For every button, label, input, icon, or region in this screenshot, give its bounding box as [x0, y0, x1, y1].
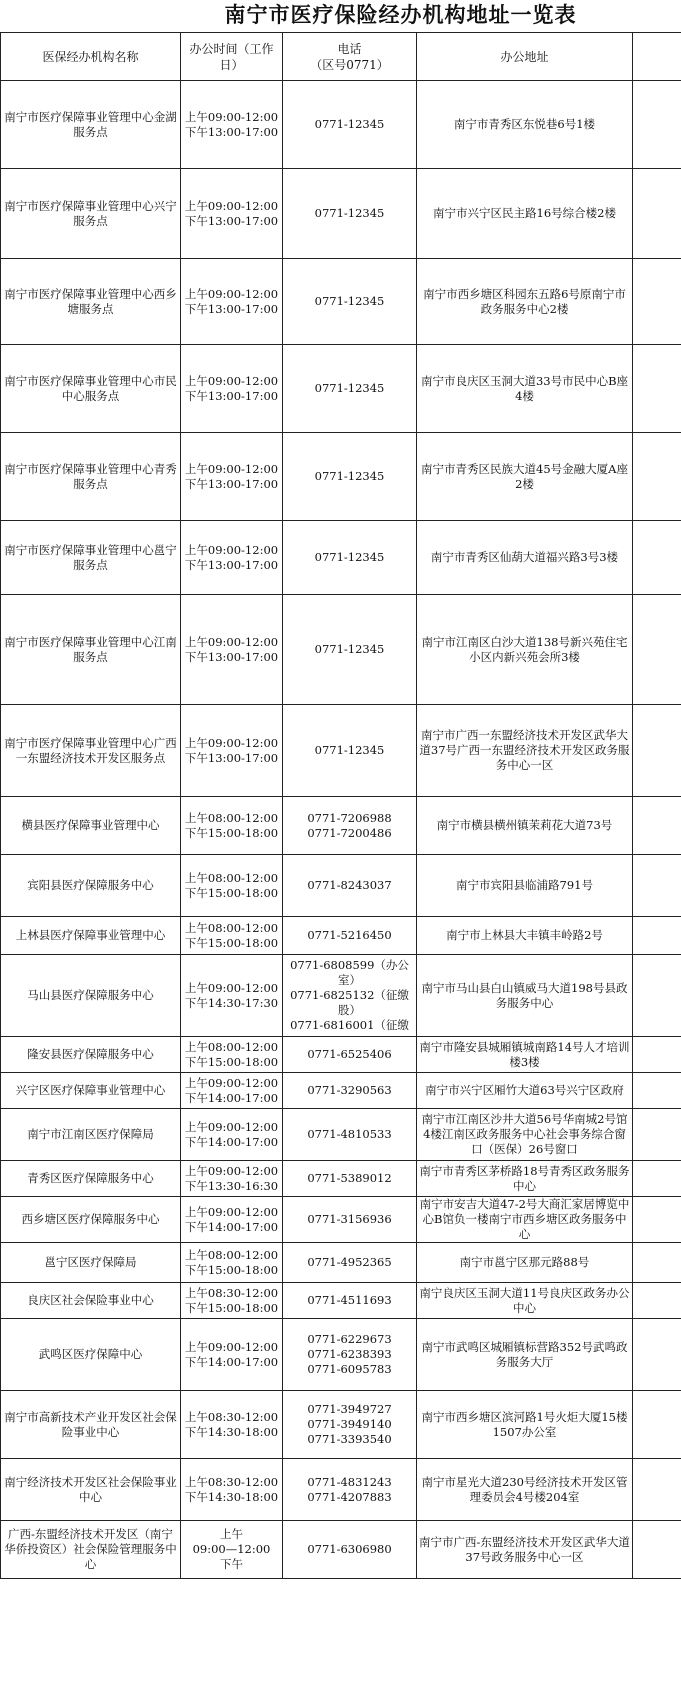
cell-hours: 上午09:00-12:00 下午13:30-16:30	[181, 1161, 283, 1197]
table-row	[1, 917, 681, 955]
cell-hours: 上午09:00-12:00 下午14:00-17:00	[181, 1073, 283, 1109]
table-row	[1, 855, 681, 917]
table-row	[1, 797, 681, 855]
cell-name: 宾阳县医疗保障服务中心	[1, 855, 181, 917]
cell-address: 南宁市青秀区茅桥路18号青秀区政务服务中心	[417, 1161, 633, 1197]
table-row	[1, 1073, 681, 1109]
cell-phone: 0771-3949727 0771-3949140 0771-3393540	[283, 1391, 417, 1459]
cell-hours: 上午09:00-12:00 下午13:00-17:00	[181, 595, 283, 705]
cell-name: 马山县医疗保障服务中心	[1, 955, 181, 1037]
cell-extra	[633, 81, 681, 169]
cell-address: 南宁市马山县白山镇威马大道198号县政务服务中心	[417, 955, 633, 1037]
cell-hours: 上午09:00-12:00 下午13:00-17:00	[181, 705, 283, 797]
table-row	[1, 1109, 681, 1161]
cell-extra	[633, 1319, 681, 1391]
cell-hours: 上午08:00-12:00 下午15:00-18:00	[181, 797, 283, 855]
cell-address: 南宁市横县横州镇茉莉花大道73号	[417, 797, 633, 855]
agency-table	[0, 32, 681, 1579]
cell-hours: 上午09:00-12:00 下午14:00-17:00	[181, 1319, 283, 1391]
cell-hours: 上午09:00-12:00 下午14:00-17:00	[181, 1109, 283, 1161]
cell-address: 南宁市安吉大道47-2号大商汇家居博览中心B馆负一楼南宁市西乡塘区政务服务中心	[417, 1197, 633, 1243]
cell-extra	[633, 1197, 681, 1243]
cell-hours: 上午08:30-12:00 下午14:30-18:00	[181, 1391, 283, 1459]
table-body	[1, 81, 681, 1579]
cell-phone: 0771-12345	[283, 169, 417, 259]
table-row	[1, 1459, 681, 1521]
cell-hours: 上午08:00-12:00 下午15:00-18:00	[181, 1037, 283, 1073]
cell-phone: 0771-3156936	[283, 1197, 417, 1243]
cell-address: 南宁市广西一东盟经济技术开发区武华大道37号广西一东盟经济技术开发区政务服务中心一区	[417, 705, 633, 797]
cell-extra	[633, 705, 681, 797]
cell-address: 南宁市青秀区仙葫大道福兴路3号3楼	[417, 521, 633, 595]
table-row	[1, 169, 681, 259]
cell-phone: 0771-6229673 0771-6238393 0771-6095783	[283, 1319, 417, 1391]
cell-phone: 0771-12345	[283, 433, 417, 521]
table-row	[1, 345, 681, 433]
cell-phone: 0771-12345	[283, 259, 417, 345]
cell-phone: 0771-4810533	[283, 1109, 417, 1161]
table-row	[1, 1391, 681, 1459]
cell-hours: 上午08:00-12:00 下午15:00-18:00	[181, 917, 283, 955]
cell-hours: 上午09:00-12:00 下午14:00-17:00	[181, 1197, 283, 1243]
cell-hours: 上午08:30-12:00 下午15:00-18:00	[181, 1283, 283, 1319]
cell-hours: 上午09:00-12:00 下午13:00-17:00	[181, 169, 283, 259]
table-row	[1, 955, 681, 1037]
table-row	[1, 595, 681, 705]
cell-name: 南宁市医疗保障事业管理中心广西一东盟经济技术开发区服务点	[1, 705, 181, 797]
cell-extra	[633, 1459, 681, 1521]
cell-name: 南宁市医疗保障事业管理中心西乡塘服务点	[1, 259, 181, 345]
cell-phone: 0771-4511693	[283, 1283, 417, 1319]
header-row	[1, 33, 681, 81]
table-row	[1, 1521, 681, 1579]
cell-extra	[633, 1037, 681, 1073]
col-header-extra	[633, 33, 681, 81]
table-row	[1, 1161, 681, 1197]
cell-phone: 0771-12345	[283, 521, 417, 595]
cell-address: 南宁市西乡塘区科园东五路6号原南宁市政务服务中心2楼	[417, 259, 633, 345]
cell-extra	[633, 1073, 681, 1109]
cell-name: 武鸣区医疗保障中心	[1, 1319, 181, 1391]
cell-extra	[633, 345, 681, 433]
cell-phone: 0771-12345	[283, 81, 417, 169]
table-row	[1, 705, 681, 797]
table-row	[1, 1037, 681, 1073]
cell-hours: 上午08:00-12:00 下午15:00-18:00	[181, 855, 283, 917]
table-row	[1, 1197, 681, 1243]
cell-extra	[633, 1161, 681, 1197]
cell-name: 邕宁区医疗保障局	[1, 1243, 181, 1283]
cell-extra	[633, 855, 681, 917]
cell-name: 南宁市医疗保障事业管理中心金湖服务点	[1, 81, 181, 169]
table-row	[1, 1243, 681, 1283]
cell-extra	[633, 797, 681, 855]
cell-extra	[633, 169, 681, 259]
cell-hours: 上午09:00-12:00 下午13:00-17:00	[181, 259, 283, 345]
cell-address: 南宁市星光大道230号经济技术开发区管理委员会4号楼204室	[417, 1459, 633, 1521]
table-row	[1, 521, 681, 595]
cell-name: 南宁市医疗保障事业管理中心邕宁服务点	[1, 521, 181, 595]
table-row	[1, 81, 681, 169]
cell-name: 西乡塘区医疗保障服务中心	[1, 1197, 181, 1243]
cell-name: 隆安县医疗保障服务中心	[1, 1037, 181, 1073]
cell-extra	[633, 433, 681, 521]
table-row	[1, 1319, 681, 1391]
cell-address: 南宁市兴宁区厢竹大道63号兴宁区政府	[417, 1073, 633, 1109]
cell-phone: 0771-4952365	[283, 1243, 417, 1283]
cell-address: 南宁市江南区沙井大道56号华南城2号馆4楼江南区政务服务中心社会事务综合窗口（医保）26号窗口	[417, 1109, 633, 1161]
cell-name: 青秀区医疗保障服务中心	[1, 1161, 181, 1197]
cell-address: 南宁市青秀区民族大道45号金融大厦A座2楼	[417, 433, 633, 521]
table-row	[1, 1283, 681, 1319]
cell-hours: 上午08:30-12:00 下午14:30-18:00	[181, 1459, 283, 1521]
cell-extra	[633, 1283, 681, 1319]
table-row	[1, 433, 681, 521]
cell-name: 上林县医疗保障事业管理中心	[1, 917, 181, 955]
cell-name: 南宁市高新技术产业开发区社会保险事业中心	[1, 1391, 181, 1459]
cell-extra	[633, 521, 681, 595]
cell-phone: 0771-3290563	[283, 1073, 417, 1109]
page-title: 南宁市医疗保险经办机构地址一览表	[224, 2, 577, 27]
cell-phone: 0771-6306980	[283, 1521, 417, 1579]
cell-name: 广西-东盟经济技术开发区（南宁华侨投资区）社会保险管理服务中心	[1, 1521, 181, 1579]
cell-address: 南宁市宾阳县临浦路791号	[417, 855, 633, 917]
cell-address: 南宁市西乡塘区滨河路1号火炬大厦15楼1507办公室	[417, 1391, 633, 1459]
cell-address: 南宁良庆区玉洞大道11号良庆区政务办公中心	[417, 1283, 633, 1319]
cell-address: 南宁市广西-东盟经济技术开发区武华大道37号政务服务中心一区	[417, 1521, 633, 1579]
cell-name: 横县医疗保障事业管理中心	[1, 797, 181, 855]
cell-phone: 0771-4831243 0771-4207883	[283, 1459, 417, 1521]
cell-extra	[633, 595, 681, 705]
cell-address: 南宁市武鸣区城厢镇标营路352号武鸣政务服务大厅	[417, 1319, 633, 1391]
table-row	[1, 259, 681, 345]
cell-address: 南宁市隆安县城厢镇城南路14号人才培训楼3楼	[417, 1037, 633, 1073]
cell-name: 良庆区社会保险事业中心	[1, 1283, 181, 1319]
cell-address: 南宁市上林县大丰镇丰岭路2号	[417, 917, 633, 955]
cell-phone: 0771-12345	[283, 345, 417, 433]
cell-name: 南宁市医疗保障事业管理中心江南服务点	[1, 595, 181, 705]
cell-address: 南宁市江南区白沙大道138号新兴苑住宅小区内新兴苑会所3楼	[417, 595, 633, 705]
col-header-name: 医保经办机构名称	[1, 33, 181, 81]
cell-address: 南宁市良庆区玉洞大道33号市民中心B座4楼	[417, 345, 633, 433]
cell-extra	[633, 1243, 681, 1283]
cell-phone: 0771-6808599（办公室） 0771-6825132（征缴股） 0771-6816001（征缴	[283, 955, 417, 1037]
cell-phone: 0771-12345	[283, 595, 417, 705]
cell-hours: 上午 09:00—12:00 下午	[181, 1521, 283, 1579]
cell-name: 南宁经济技术开发区社会保险事业中心	[1, 1459, 181, 1521]
cell-hours: 上午09:00-12:00 下午13:00-17:00	[181, 433, 283, 521]
col-header-address: 办公地址	[417, 33, 633, 81]
cell-hours: 上午09:00-12:00 下午14:30-17:30	[181, 955, 283, 1037]
cell-address: 南宁市邕宁区那元路88号	[417, 1243, 633, 1283]
cell-phone: 0771-5216450	[283, 917, 417, 955]
cell-name: 南宁市医疗保障事业管理中心兴宁服务点	[1, 169, 181, 259]
cell-hours: 上午08:00-12:00 下午15:00-18:00	[181, 1243, 283, 1283]
cell-extra	[633, 1109, 681, 1161]
col-header-phone: 电话 （区号0771）	[283, 33, 417, 81]
cell-name: 南宁市医疗保障事业管理中心市民中心服务点	[1, 345, 181, 433]
cell-extra	[633, 1391, 681, 1459]
cell-hours: 上午09:00-12:00 下午13:00-17:00	[181, 521, 283, 595]
cell-extra	[633, 917, 681, 955]
cell-extra	[633, 259, 681, 345]
cell-extra	[633, 1521, 681, 1579]
cell-hours: 上午09:00-12:00 下午13:00-17:00	[181, 345, 283, 433]
cell-name: 南宁市江南区医疗保障局	[1, 1109, 181, 1161]
cell-name: 南宁市医疗保障事业管理中心青秀服务点	[1, 433, 181, 521]
cell-address: 南宁市兴宁区民主路16号综合楼2楼	[417, 169, 633, 259]
cell-phone: 0771-12345	[283, 705, 417, 797]
cell-name: 兴宁区医疗保障事业管理中心	[1, 1073, 181, 1109]
cell-extra	[633, 955, 681, 1037]
cell-phone: 0771-5389012	[283, 1161, 417, 1197]
col-header-hours: 办公时间（工作日）	[181, 33, 283, 81]
cell-phone: 0771-6525406	[283, 1037, 417, 1073]
cell-phone: 0771-7206988 0771-7200486	[283, 797, 417, 855]
cell-hours: 上午09:00-12:00 下午13:00-17:00	[181, 81, 283, 169]
cell-address: 南宁市青秀区东悦巷6号1楼	[417, 81, 633, 169]
cell-phone: 0771-8243037	[283, 855, 417, 917]
